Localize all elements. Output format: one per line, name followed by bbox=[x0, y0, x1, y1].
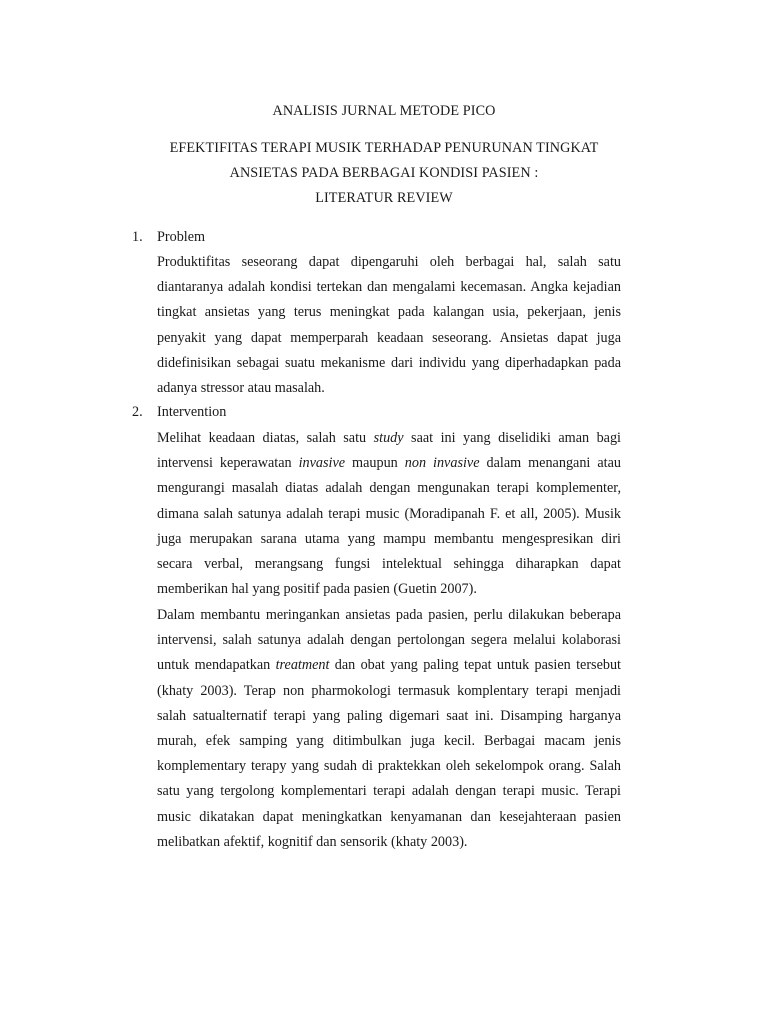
intervention-paragraph-1 bbox=[157, 426, 621, 602]
intervention-p1-text-c: maupun bbox=[345, 455, 405, 472]
intervention-p1-invasive: invasive bbox=[298, 455, 346, 472]
intervention-p1-text-b: saat ini yang diselidiki aman bagi intervensi keperawatan bbox=[157, 430, 621, 472]
intervention-p2-text-b: dan obat yang paling tepat untuk pasien tersebut (khaty 2003). Terap non pharmokologi termasuk komplentary terapi menjadi salah satualternatif terapi yang paling digemari saat ini. Disamping harganya murah, efek samping yang ditimbulkan juga kecil. Berbagai macam jenis komplementary terapy yang sudah di praktekkan oleh sekelompok orang. Salah satu yang tergolong komplementari terapi adalah dengan terapi music. Terapi music dikatakan dapat meningkatkan kenyamanan dan kesejahteraan pasien melibatkan afektif, kognitif dan sensorik (khaty 2003). bbox=[157, 657, 621, 850]
section-heading-intervention: Intervention bbox=[157, 404, 227, 420]
intervention-paragraph-2 bbox=[157, 603, 621, 855]
subtitle-line-3: LITERATUR REVIEW bbox=[315, 190, 453, 206]
section-number-problem: 1. bbox=[132, 229, 143, 245]
intervention-p1-noninvasive: non invasive bbox=[404, 455, 480, 472]
intervention-p1-text-a: Melihat keadaan diatas, salah satu bbox=[157, 430, 374, 446]
section-number-intervention: 2. bbox=[132, 404, 143, 420]
problem-paragraph: Produktifitas seseorang dapat dipengaruhi oleh berbagai hal, salah satu diantaranya adalah kondisi tertekan dan mengalami kecemasan. Angka kejadian tingkat ansietas yang terus meningkat pada kalangan usia, pekerjaan, jenis penyakit yang dapat memperparah keadaan seseorang. Ansietas dapat juga didefinisikan sebagai suatu mekanisme dari individu yang diperhadapkan pada adanya stressor atau masalah. bbox=[157, 254, 621, 397]
subtitle-line-2: ANSIETAS PADA BERBAGAI KONDISI PASIEN : bbox=[229, 165, 539, 181]
subtitle-line-1: EFEKTIFITAS TERAPI MUSIK TERHADAP PENURUNAN TINGKAT bbox=[169, 140, 599, 156]
intervention-p2-treatment: treatment bbox=[275, 657, 330, 674]
page-title: ANALISIS JURNAL METODE PICO bbox=[272, 103, 496, 119]
intervention-p1-study: study bbox=[373, 430, 404, 446]
section-heading-problem: Problem bbox=[157, 229, 206, 245]
intervention-p2-text-a: Dalam membantu meringankan ansietas pada pasien, perlu dilakukan beberapa intervensi, salah satunya adalah dengan pertolongan segera melalui kolaborasi untuk mendapatkan bbox=[157, 607, 621, 674]
intervention-p1-text-d: dalam menangani atau mengurangi masalah diatas adalah dengan mengunakan terapi komplementer, dimana salah satunya adalah terapi music (Moradipanah F. et all, 2005). Musik juga merupakan sarana utama yang mampu membantu mengespresikan diri secara verbal, merangsang fungsi intelektual sehingga diharapkan dapat memberikan hal yang positif pada pasien (Guetin 2007). bbox=[157, 455, 621, 598]
